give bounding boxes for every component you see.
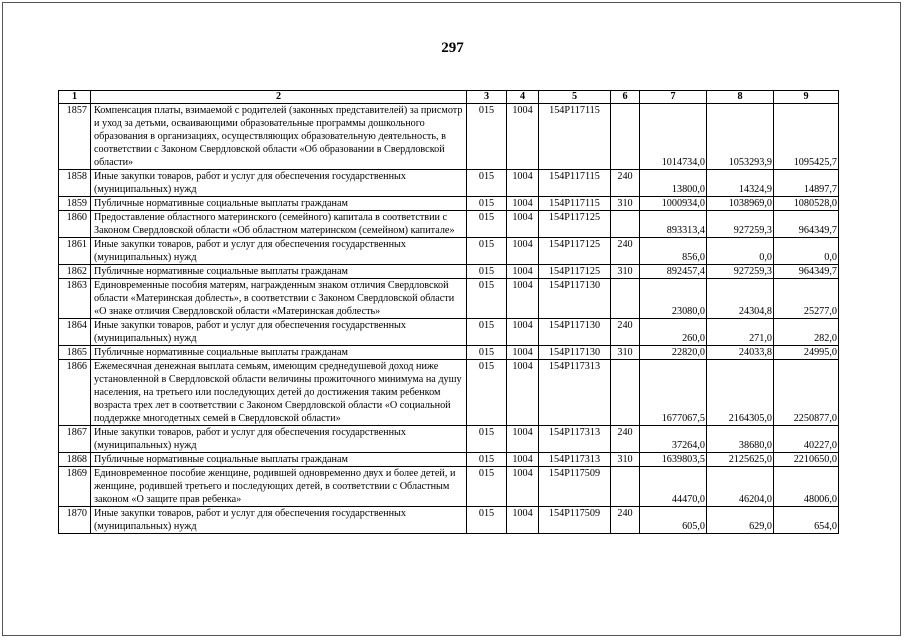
col6-code: 240	[611, 507, 640, 534]
table-row	[59, 346, 839, 360]
row-number: 1870	[59, 507, 91, 534]
col9-amount: 24995,0	[774, 346, 839, 360]
col7-amount: 13800,0	[640, 170, 707, 197]
row-description: Единовременное пособие женщине, родившей одновременно двух и более детей, и женщине, родившей третьего и последующих детей, в соответствии с Областным законом «О защите прав ребенка»	[91, 467, 467, 507]
col9-amount: 1080528,0	[774, 197, 839, 211]
col5-code: 154P117115	[539, 170, 611, 197]
row-description: Публичные нормативные социальные выплаты гражданам	[91, 346, 467, 360]
col8-amount: 927259,3	[707, 265, 774, 279]
table-row	[59, 211, 839, 238]
col7-amount: 856,0	[640, 238, 707, 265]
col5-code: 154P117125	[539, 211, 611, 238]
col3-code: 015	[467, 453, 507, 467]
col8-amount: 0,0	[707, 238, 774, 265]
table-row	[59, 265, 839, 279]
col5-code: 154P117509	[539, 507, 611, 534]
col8-amount: 271,0	[707, 319, 774, 346]
row-number: 1857	[59, 104, 91, 170]
column-header: 1	[59, 91, 91, 104]
page-number: 297	[441, 40, 464, 56]
col5-code: 154P117115	[539, 104, 611, 170]
col3-code: 015	[467, 197, 507, 211]
col5-code: 154P117313	[539, 360, 611, 426]
column-header: 8	[707, 91, 774, 104]
col4-code: 1004	[507, 426, 539, 453]
table-row	[59, 104, 839, 170]
col3-code: 015	[467, 279, 507, 319]
col3-code: 015	[467, 265, 507, 279]
col6-code: 240	[611, 426, 640, 453]
table-row	[59, 507, 839, 534]
row-number: 1867	[59, 426, 91, 453]
column-header: 6	[611, 91, 640, 104]
table-row	[59, 279, 839, 319]
row-description: Предоставление областного материнского (семейного) капитала в соответствии с Законом Свердловской области «Об областном материнском (семейном) капитале»	[91, 211, 467, 238]
col9-amount: 964349,7	[774, 211, 839, 238]
row-number: 1858	[59, 170, 91, 197]
col4-code: 1004	[507, 104, 539, 170]
row-description: Единовременные пособия матерям, награжденным знаком отличия Свердловской области «Материнская доблесть», в соответствии с Законом Свердловской области «О знаке отличия Свердловской области «Материнская доблесть»	[91, 279, 467, 319]
col5-code: 154P117509	[539, 467, 611, 507]
table-row	[59, 426, 839, 453]
row-description: Иные закупки товаров, работ и услуг для обеспечения государственных (муниципальных) нужд	[91, 170, 467, 197]
col4-code: 1004	[507, 279, 539, 319]
table-row	[59, 467, 839, 507]
col8-amount: 46204,0	[707, 467, 774, 507]
col7-amount: 23080,0	[640, 279, 707, 319]
col3-code: 015	[467, 346, 507, 360]
col9-amount: 2210650,0	[774, 453, 839, 467]
table-row	[59, 319, 839, 346]
col5-code: 154P117130	[539, 279, 611, 319]
col7-amount: 22820,0	[640, 346, 707, 360]
row-description: Иные закупки товаров, работ и услуг для обеспечения государственных (муниципальных) нужд	[91, 319, 467, 346]
col4-code: 1004	[507, 197, 539, 211]
col3-code: 015	[467, 426, 507, 453]
col7-amount: 893313,4	[640, 211, 707, 238]
col8-amount: 38680,0	[707, 426, 774, 453]
col3-code: 015	[467, 238, 507, 265]
row-description: Публичные нормативные социальные выплаты гражданам	[91, 265, 467, 279]
col5-code: 154P117125	[539, 238, 611, 265]
col8-amount: 24304,8	[707, 279, 774, 319]
column-header: 7	[640, 91, 707, 104]
col6-code: 310	[611, 197, 640, 211]
col8-amount: 1053293,9	[707, 104, 774, 170]
col9-amount: 2250877,0	[774, 360, 839, 426]
column-header: 3	[467, 91, 507, 104]
col7-amount: 37264,0	[640, 426, 707, 453]
table-row	[59, 238, 839, 265]
row-number: 1868	[59, 453, 91, 467]
col4-code: 1004	[507, 507, 539, 534]
col8-amount: 2164305,0	[707, 360, 774, 426]
row-number: 1863	[59, 279, 91, 319]
col4-code: 1004	[507, 211, 539, 238]
col9-amount: 1095425,7	[774, 104, 839, 170]
table-row	[59, 360, 839, 426]
col5-code: 154P117125	[539, 265, 611, 279]
col5-code: 154P117313	[539, 453, 611, 467]
header-row	[59, 91, 839, 104]
row-number: 1861	[59, 238, 91, 265]
col9-amount: 964349,7	[774, 265, 839, 279]
col4-code: 1004	[507, 265, 539, 279]
row-description: Иные закупки товаров, работ и услуг для обеспечения государственных (муниципальных) нужд	[91, 238, 467, 265]
col6-code	[611, 104, 640, 170]
row-description: Публичные нормативные социальные выплаты гражданам	[91, 197, 467, 211]
column-header: 2	[91, 91, 467, 104]
col7-amount: 1000934,0	[640, 197, 707, 211]
col9-amount: 25277,0	[774, 279, 839, 319]
col3-code: 015	[467, 104, 507, 170]
col7-amount: 1014734,0	[640, 104, 707, 170]
budget-table	[58, 90, 839, 534]
col8-amount: 24033,8	[707, 346, 774, 360]
column-header: 5	[539, 91, 611, 104]
col4-code: 1004	[507, 238, 539, 265]
col3-code: 015	[467, 211, 507, 238]
col9-amount: 48006,0	[774, 467, 839, 507]
col8-amount: 14324,9	[707, 170, 774, 197]
col6-code: 310	[611, 265, 640, 279]
col5-code: 154P117130	[539, 346, 611, 360]
row-number: 1860	[59, 211, 91, 238]
col3-code: 015	[467, 467, 507, 507]
col9-amount: 282,0	[774, 319, 839, 346]
col6-code: 240	[611, 238, 640, 265]
row-number: 1869	[59, 467, 91, 507]
col3-code: 015	[467, 507, 507, 534]
col8-amount: 927259,3	[707, 211, 774, 238]
column-header: 9	[774, 91, 839, 104]
col7-amount: 1639803,5	[640, 453, 707, 467]
row-description: Иные закупки товаров, работ и услуг для обеспечения государственных (муниципальных) нужд	[91, 507, 467, 534]
col3-code: 015	[467, 360, 507, 426]
col4-code: 1004	[507, 170, 539, 197]
col6-code: 310	[611, 453, 640, 467]
col4-code: 1004	[507, 467, 539, 507]
col7-amount: 1677067,5	[640, 360, 707, 426]
row-number: 1864	[59, 319, 91, 346]
row-number: 1859	[59, 197, 91, 211]
row-description: Ежемесячная денежная выплата семьям, имеющим среднедушевой доход ниже установленной в Свердловской области величины прожиточного минимума на душу населения, на третьего или последующих детей до достижения таким ребенком возраста трех лет в соответствии с Законом Свердловской области «О социальной поддержке многодетных семей в Свердловской области»	[91, 360, 467, 426]
col7-amount: 605,0	[640, 507, 707, 534]
table-row	[59, 453, 839, 467]
col6-code	[611, 467, 640, 507]
col9-amount: 14897,7	[774, 170, 839, 197]
col4-code: 1004	[507, 319, 539, 346]
col9-amount: 654,0	[774, 507, 839, 534]
col6-code	[611, 211, 640, 238]
col3-code: 015	[467, 319, 507, 346]
col4-code: 1004	[507, 346, 539, 360]
col6-code: 310	[611, 346, 640, 360]
col4-code: 1004	[507, 360, 539, 426]
col4-code: 1004	[507, 453, 539, 467]
col9-amount: 40227,0	[774, 426, 839, 453]
col5-code: 154P117313	[539, 426, 611, 453]
col6-code	[611, 360, 640, 426]
col6-code: 240	[611, 170, 640, 197]
col6-code: 240	[611, 319, 640, 346]
col7-amount: 44470,0	[640, 467, 707, 507]
column-header: 4	[507, 91, 539, 104]
col8-amount: 629,0	[707, 507, 774, 534]
col8-amount: 1038969,0	[707, 197, 774, 211]
col5-code: 154P117115	[539, 197, 611, 211]
row-number: 1865	[59, 346, 91, 360]
table-row	[59, 197, 839, 211]
col9-amount: 0,0	[774, 238, 839, 265]
row-description: Иные закупки товаров, работ и услуг для обеспечения государственных (муниципальных) нужд	[91, 426, 467, 453]
table-row	[59, 170, 839, 197]
row-description: Публичные нормативные социальные выплаты гражданам	[91, 453, 467, 467]
row-number: 1862	[59, 265, 91, 279]
row-description: Компенсация платы, взимаемой с родителей (законных представителей) за присмотр и уход за детьми, осваивающими образовательные программы дошкольного образования в организациях, осуществляющих образовательную деятельность, в соответствии с Законом Свердловской области «Об образовании в Свердловской области»	[91, 104, 467, 170]
col7-amount: 892457,4	[640, 265, 707, 279]
col7-amount: 260,0	[640, 319, 707, 346]
col5-code: 154P117130	[539, 319, 611, 346]
col3-code: 015	[467, 170, 507, 197]
col6-code	[611, 279, 640, 319]
col8-amount: 2125625,0	[707, 453, 774, 467]
row-number: 1866	[59, 360, 91, 426]
